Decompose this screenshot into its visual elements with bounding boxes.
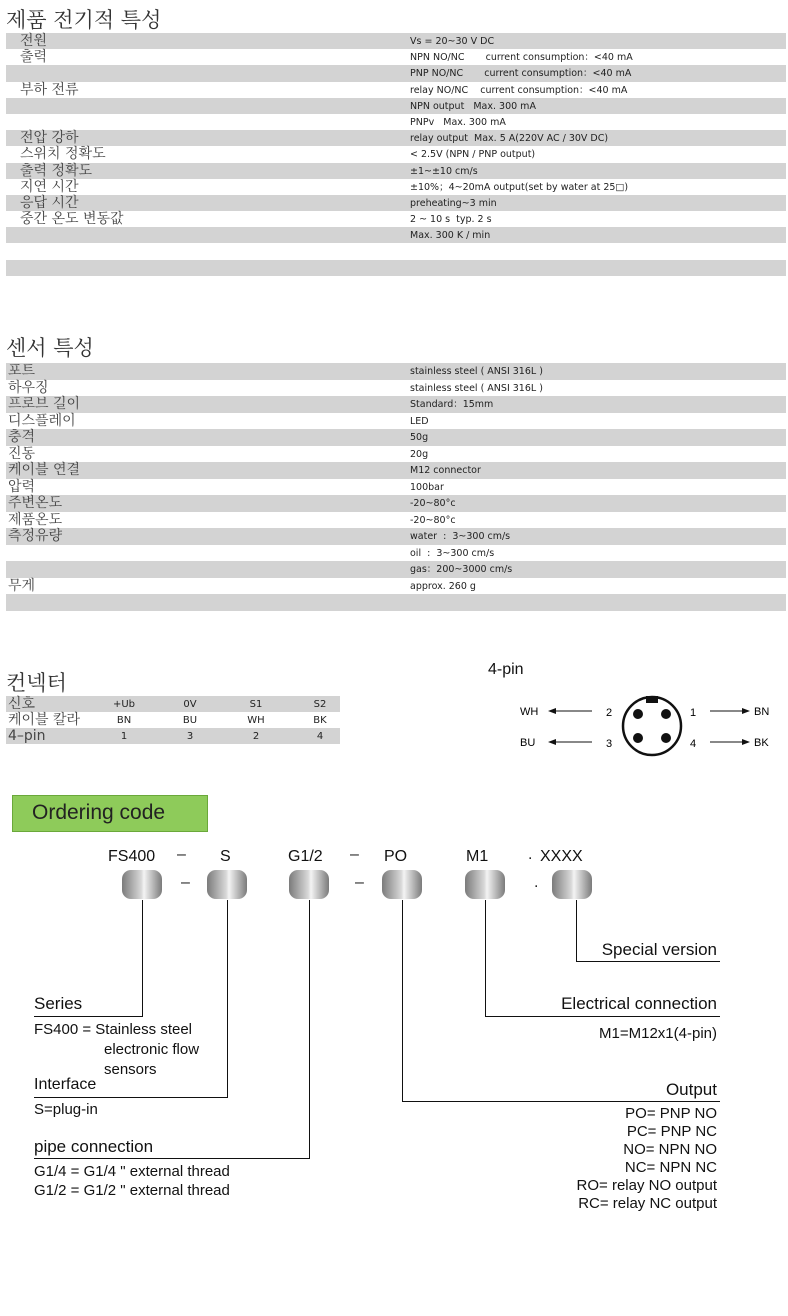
connector-cell: 4 <box>316 731 324 742</box>
spec-label: 측정유량 <box>8 528 63 544</box>
spec-value: oil : 3~300 cm/s <box>410 547 495 559</box>
spec-label: 출력 정확도 <box>20 162 93 179</box>
code-box-special <box>552 870 592 899</box>
code-separator: – <box>350 846 359 863</box>
electrical-spec-table <box>6 33 786 276</box>
arrow-head <box>742 708 750 714</box>
output-line: NC= NPN NC <box>624 1159 717 1176</box>
sensor-spec-table <box>6 363 786 611</box>
connector-key <box>646 696 658 703</box>
leader-line-output-h <box>402 1101 720 1102</box>
interface-line: S=plug-in <box>34 1101 98 1118</box>
connector-cell: BN <box>116 715 132 726</box>
spec-row <box>6 429 786 446</box>
spec-label: 스위치 정확도 <box>20 146 106 163</box>
spec-row <box>6 512 786 529</box>
output-line: RC= relay NC output <box>578 1195 717 1212</box>
spec-label: 응답 시간 <box>20 194 79 211</box>
spec-value: approx. 260 g <box>410 580 476 592</box>
ordering-code-title: Ordering code <box>32 801 166 824</box>
output-line: PO= PNP NO <box>625 1105 717 1122</box>
spec-row <box>6 578 786 595</box>
spec-value: relay NO/NC current consumption：<40 mA <box>410 84 628 96</box>
spec-label: 압력 <box>8 478 36 495</box>
connector-cell: BU <box>182 715 198 726</box>
spec-value: M12 connector <box>410 465 481 476</box>
connector-cell: S2 <box>313 699 327 710</box>
code-token-output: PO <box>384 848 408 865</box>
sensor-section-title: 센서 특성 <box>6 336 94 360</box>
code-token-interface: S <box>220 848 231 865</box>
connector-row <box>6 728 340 744</box>
connector-row <box>6 696 340 712</box>
pin-diagram-title: 4-pin <box>488 661 524 678</box>
pin-number: 3 <box>606 738 613 750</box>
code-separator: . <box>534 874 539 891</box>
spec-row <box>6 179 786 195</box>
spec-row <box>6 146 786 162</box>
spec-label: 디스플레이 <box>8 412 76 429</box>
spec-row <box>6 227 786 243</box>
spec-row <box>6 479 786 496</box>
code-box-series <box>122 870 162 899</box>
pin-dot <box>661 709 671 719</box>
connector-cell: 0V <box>183 699 197 710</box>
pin-number: 1 <box>690 707 697 719</box>
leader-line-pipe <box>309 900 310 1158</box>
code-separator: – <box>181 874 190 891</box>
spec-label: 전압 강하 <box>20 130 79 147</box>
series-line: FS400 = Stainless steel <box>34 1021 193 1038</box>
spec-row <box>6 65 786 81</box>
spec-label: 제품온도 <box>8 511 63 528</box>
connector-cell: 3 <box>186 731 194 742</box>
spec-row <box>6 561 786 578</box>
pipe-line: G1/2 = G1/2 " external thread <box>34 1182 230 1199</box>
spec-row <box>6 163 786 179</box>
spec-label: 중간 온도 변동값 <box>20 211 124 228</box>
pin-dot <box>633 709 643 719</box>
connector-row <box>6 712 340 728</box>
spec-row <box>6 594 786 611</box>
series-line: electronic flow <box>104 1041 200 1058</box>
spec-row <box>6 396 786 413</box>
electrical-section-title: 제품 전기적 특성 <box>6 8 162 32</box>
output-heading: Output <box>665 1080 717 1099</box>
connector-cell: S1 <box>249 699 263 710</box>
connector-row-label: 신호 <box>8 696 36 712</box>
pipe-line: G1/4 = G1/4 " external thread <box>34 1163 230 1180</box>
spec-row <box>6 195 786 211</box>
spec-row <box>6 462 786 479</box>
spec-value: Standard：15mm <box>410 399 494 410</box>
connector-section-title: 컨넥터 <box>6 671 67 695</box>
spec-label: 주변온도 <box>8 495 63 511</box>
spec-label: 전원 <box>20 33 48 49</box>
output-line: NO= NPN NO <box>623 1141 717 1158</box>
connector-cell: WH <box>247 715 265 726</box>
connector-cell: BK <box>313 715 327 726</box>
ordering-code-banner <box>12 795 208 832</box>
code-token-series: FS400 <box>108 848 156 865</box>
code-separator: – <box>177 846 186 863</box>
spec-value: Max. 300 K / min <box>410 230 491 242</box>
spec-value: Vs = 20~30 V DC <box>410 36 495 47</box>
electrical-line: M1=M12x1(4-pin) <box>599 1025 717 1042</box>
spec-value: < 2.5V (NPN / PNP output) <box>410 149 536 161</box>
spec-row <box>6 98 786 114</box>
spec-label: 부하 전류 <box>20 81 79 98</box>
spec-row <box>6 49 786 65</box>
special-heading: Special version <box>601 940 717 959</box>
code-separator: – <box>355 874 364 891</box>
spec-label: 케이블 연결 <box>8 462 81 478</box>
spec-value: 20g <box>410 448 429 460</box>
spec-value: NPN NO/NC current consumption：<40 mA <box>410 52 633 64</box>
pin-number: 2 <box>606 707 613 719</box>
spec-row <box>6 114 786 130</box>
leader-line-electrical <box>485 900 486 1017</box>
leader-line-pipe-h <box>34 1158 310 1159</box>
spec-label: 출력 <box>20 49 48 66</box>
spec-row <box>6 495 786 512</box>
spec-row <box>6 243 786 259</box>
electrical-heading: Electrical connection <box>561 994 717 1013</box>
connector-cell: +Ub <box>112 699 136 710</box>
leader-line-output <box>402 900 403 1102</box>
spec-value: stainless steel ( ANSI 316L ) <box>410 382 543 394</box>
spec-label: 무게 <box>8 577 36 594</box>
arrow-head <box>548 708 556 714</box>
connector-row-label: 케이블 칼라 <box>8 712 81 728</box>
output-line: RO= relay NO output <box>576 1177 717 1194</box>
spec-value: water : 3~300 cm/s <box>410 531 511 542</box>
spec-value: PNP NO/NC current consumption：<40 mA <box>410 68 632 80</box>
pin-dot <box>661 733 671 743</box>
connector-row-label: 4–pin <box>8 728 46 744</box>
spec-row <box>6 130 786 146</box>
spec-value: 2 ~ 10 s typ. 2 s <box>410 214 492 226</box>
spec-value: 100bar <box>410 481 444 493</box>
spec-row <box>6 82 786 98</box>
leader-line-interface <box>227 900 228 1097</box>
spec-value: -20~80°c <box>410 498 456 509</box>
spec-row <box>6 413 786 430</box>
leader-line-series <box>142 900 143 1016</box>
spec-value: relay output Max. 5 A(220V AC / 30V DC) <box>410 133 609 145</box>
pipe-heading: pipe connection <box>34 1137 154 1156</box>
leader-line-special-h <box>576 961 720 962</box>
series-line: sensors <box>104 1061 157 1078</box>
leader-line-interface-h <box>34 1097 228 1098</box>
wire-label: WH <box>520 706 539 718</box>
arrow-head <box>742 739 750 745</box>
pin-dot <box>633 733 643 743</box>
code-box-pipe <box>289 870 329 899</box>
spec-value: -20~80°c <box>410 514 456 526</box>
output-line: PC= PNP NC <box>626 1123 717 1140</box>
code-token-special: XXXX <box>540 848 583 865</box>
code-box-interface <box>207 870 247 899</box>
spec-label: 진동 <box>8 445 36 462</box>
spec-label: 포트 <box>8 363 36 379</box>
spec-row <box>6 260 786 276</box>
code-box-electrical <box>465 870 505 899</box>
spec-label: 프로브 길이 <box>8 396 81 412</box>
wire-label: BK <box>754 737 769 749</box>
leader-line-special <box>576 900 577 962</box>
spec-value: 50g <box>410 432 429 443</box>
connector-cell: 1 <box>120 731 128 742</box>
code-token-pipe: G1/2 <box>288 848 323 865</box>
interface-heading: Interface <box>34 1076 97 1093</box>
spec-label: 지연 시간 <box>20 178 79 195</box>
spec-value: LED <box>410 415 429 427</box>
wire-label: BU <box>520 737 536 749</box>
connector-cell: 2 <box>252 731 260 742</box>
spec-value: stainless steel ( ANSI 316L ) <box>410 366 543 377</box>
spec-label: 충격 <box>8 429 36 445</box>
spec-row <box>6 33 786 49</box>
spec-value: preheating~3 min <box>410 197 497 209</box>
arrow-head <box>548 739 556 745</box>
series-heading: Series <box>34 994 83 1013</box>
spec-row <box>6 545 786 562</box>
code-box-output <box>382 870 422 899</box>
spec-value: ±10%；4~20mA output(set by water at 25□) <box>410 181 629 193</box>
pin-number: 4 <box>690 738 697 750</box>
connector-outline <box>623 697 681 755</box>
spec-row <box>6 528 786 545</box>
leader-line-electrical-h <box>485 1016 720 1017</box>
connector-table <box>6 696 340 744</box>
spec-value: gas：200~3000 cm/s <box>410 564 513 575</box>
spec-row <box>6 446 786 463</box>
spec-row <box>6 363 786 380</box>
pin-diagram <box>520 688 780 768</box>
spec-label: 하우징 <box>8 379 49 396</box>
leader-line-series-h <box>34 1016 143 1017</box>
spec-row <box>6 211 786 227</box>
spec-row <box>6 380 786 397</box>
code-token-electrical: M1 <box>466 848 489 865</box>
spec-value: ±1~±10 cm/s <box>410 165 478 177</box>
spec-value: PNPv Max. 300 mA <box>410 116 506 128</box>
code-separator: . <box>528 846 533 863</box>
spec-value: NPN output Max. 300 mA <box>410 100 536 112</box>
wire-label: BN <box>754 706 770 718</box>
